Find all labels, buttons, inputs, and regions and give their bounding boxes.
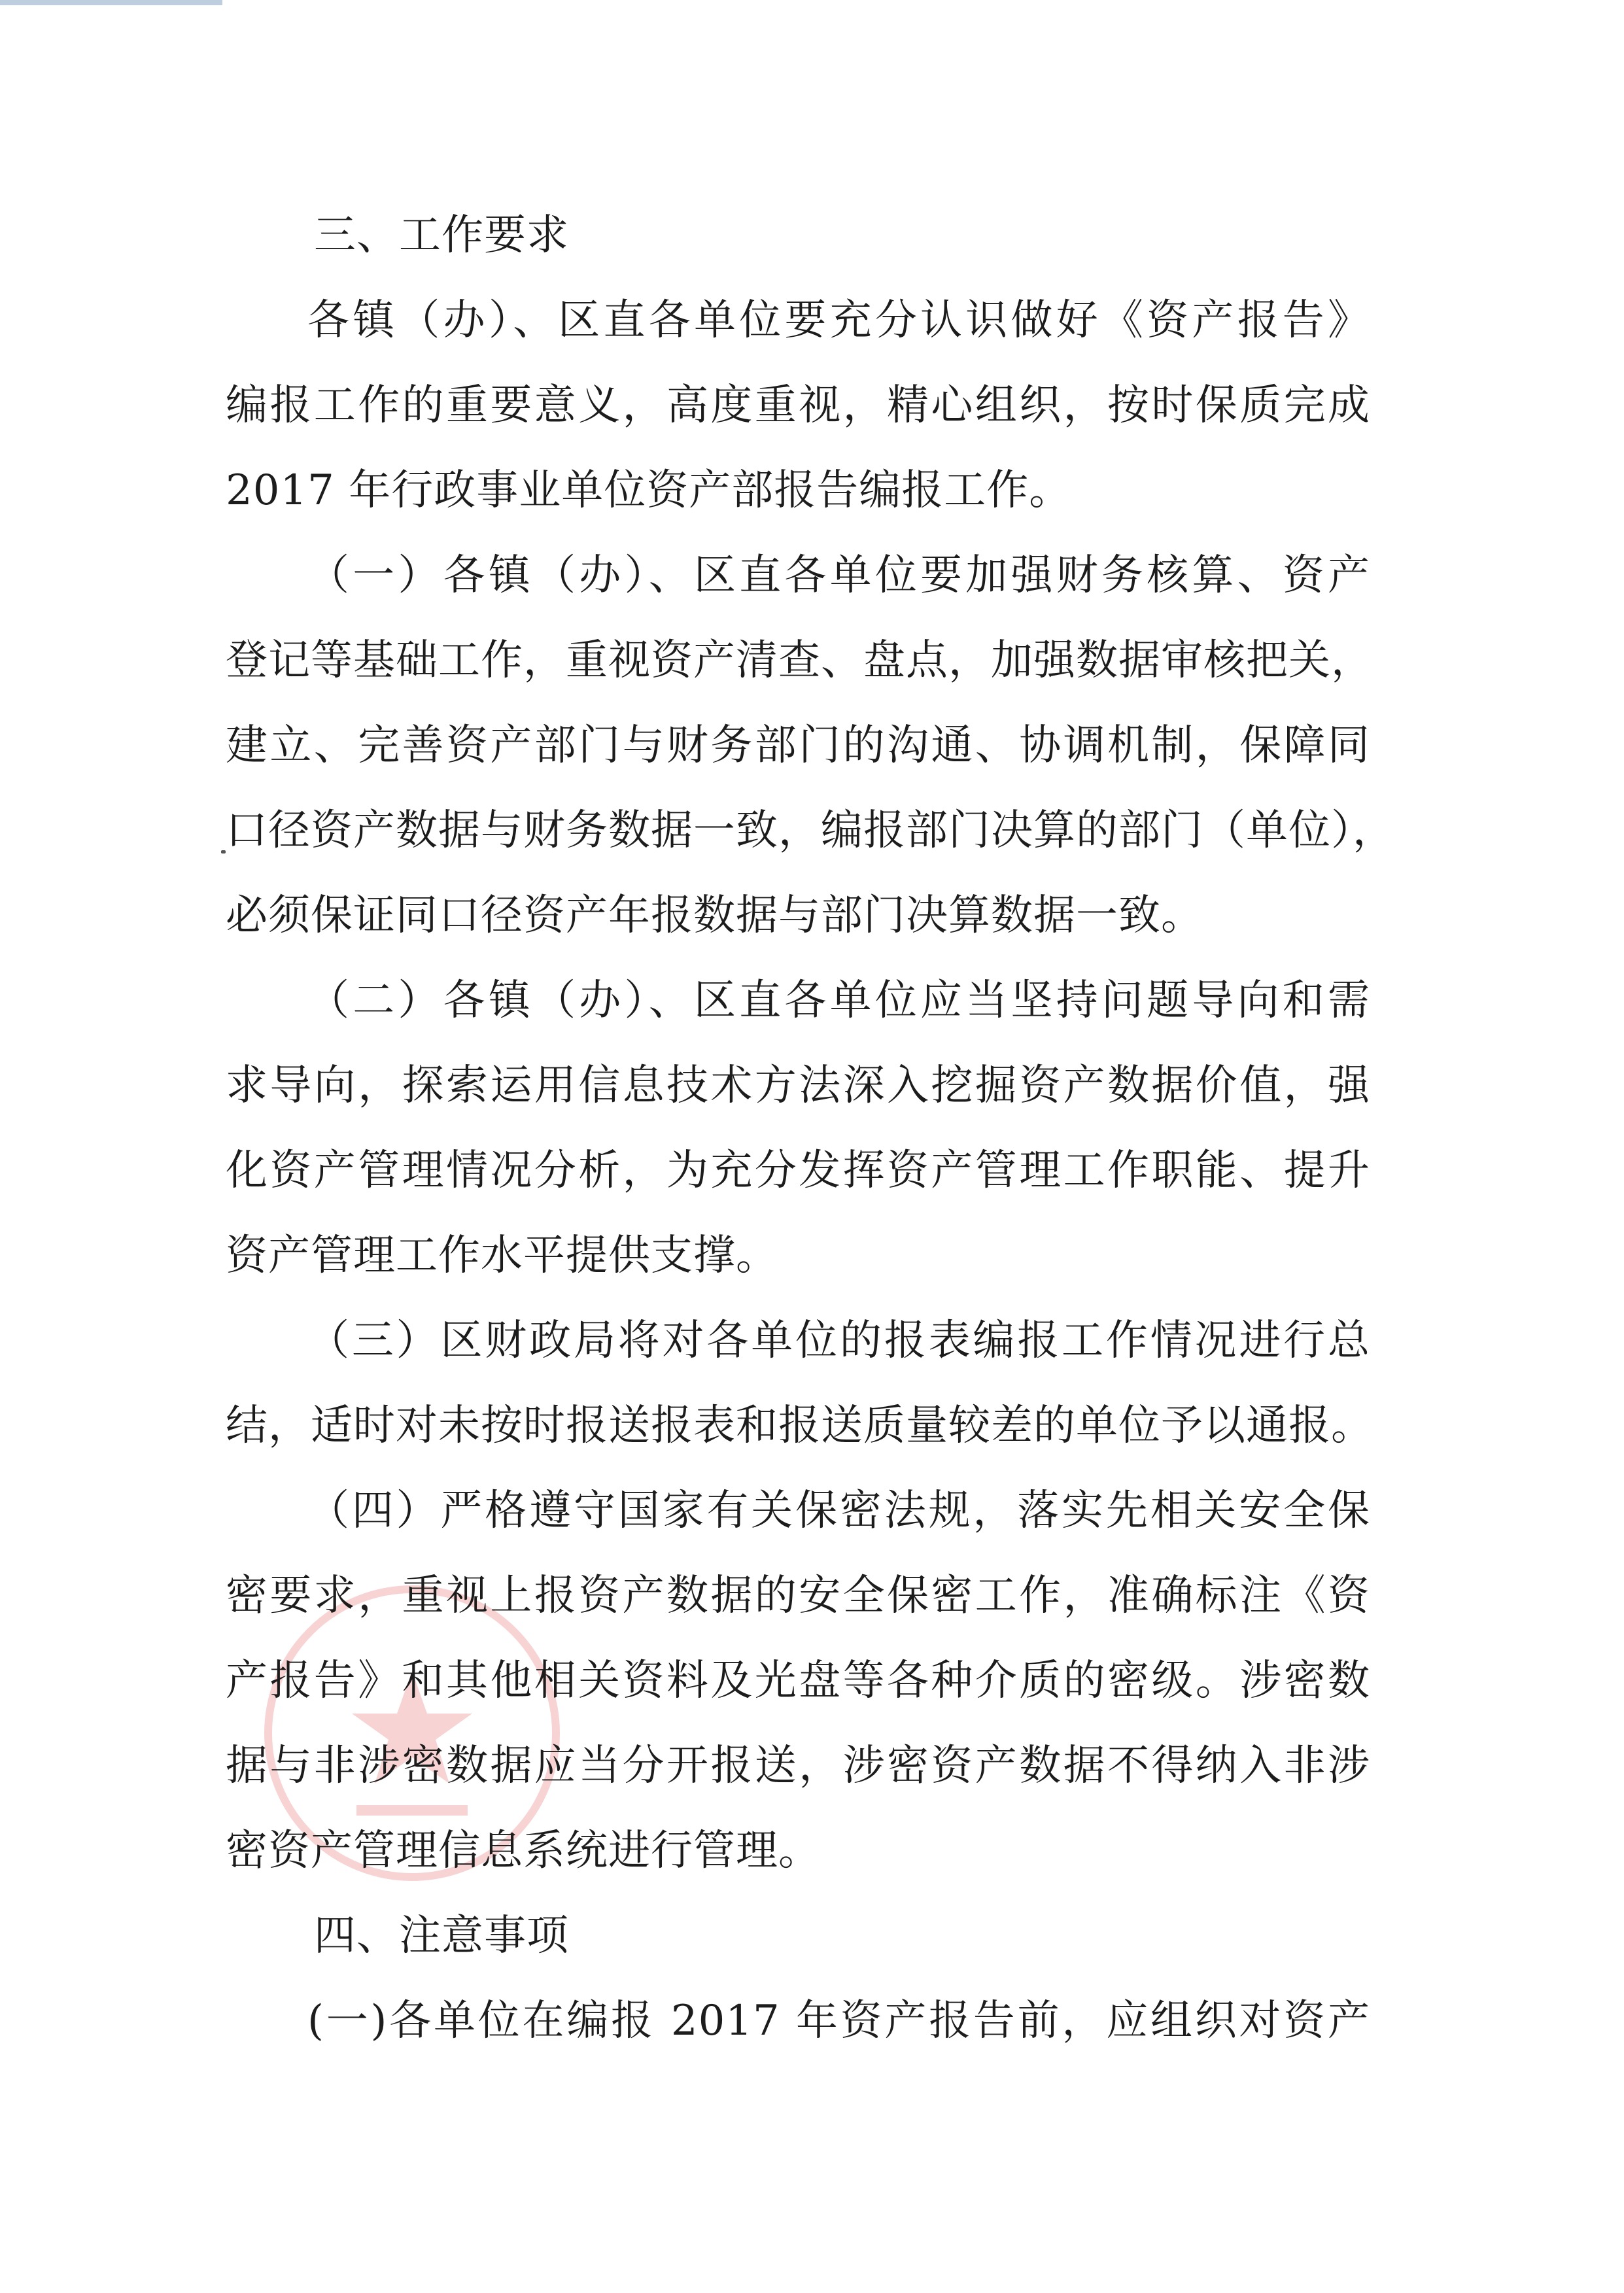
paragraph-line: 产报告》和其他相关资料及光盘等各种介质的密级。涉密数 [226, 1657, 1370, 1705]
paragraph-line: （三）区财政局将对各单位的报表编报工作情况进行总 [307, 1317, 1370, 1365]
paragraph-line: 各镇（办）、区直各单位要充分认识做好《资产报告》 [307, 296, 1370, 345]
paragraph-line: （一）各镇（办）、区直各单位要加强财务核算、资产 [307, 551, 1370, 600]
section-heading-work-requirements: 三、工作要求 [314, 211, 569, 260]
scan-speck [221, 850, 226, 853]
paragraph-line: （二）各镇（办）、区直各单位应当坚持问题导向和需 [307, 976, 1370, 1025]
paragraph-line: 建立、完善资产部门与财务部门的沟通、协调机制，保障同 [226, 721, 1370, 770]
paragraph-line: 2017 年行政事业单位资产部报告编报工作。 [226, 466, 1072, 515]
paragraph-line: (一)各单位在编报 2017 年资产报告前，应组织对资产 [307, 1997, 1370, 2045]
paragraph-line: 密要求，重视上报资产数据的安全保密工作，准确标注《资 [226, 1572, 1370, 1620]
paragraph-line: 据与非涉密数据应当分开报送，涉密资产数据不得纳入非涉 [226, 1742, 1370, 1790]
paragraph-line: 编报工作的重要意义，高度重视，精心组织，按时保质完成 [226, 381, 1370, 430]
paragraph-line: 密资产管理信息系统进行管理。 [226, 1827, 821, 1875]
section-heading-notes: 四、注意事项 [314, 1912, 569, 1960]
paragraph-line: 口径资产数据与财务数据一致，编报部门决算的部门（单位）， [226, 806, 1395, 855]
paragraph-line: （四）严格遵守国家有关保密法规，落实先相关安全保 [307, 1487, 1370, 1535]
paragraph-line: 资产管理工作水平提供支撑。 [226, 1232, 778, 1280]
paragraph-line: 必须保证同口径资产年报数据与部门决算数据一致。 [226, 891, 1203, 940]
scan-edge-mark [0, 0, 222, 5]
paragraph-line: 结，适时对未按时报送报表和报送质量较差的单位予以通报。 [226, 1402, 1373, 1450]
paragraph-line: 登记等基础工作，重视资产清查、盘点，加强数据审核把关， [226, 636, 1373, 685]
paragraph-line: 求导向，探索运用信息技术方法深入挖掘资产数据价值，强 [226, 1061, 1370, 1110]
paragraph-line: 化资产管理情况分析，为充分发挥资产管理工作职能、提升 [226, 1146, 1370, 1195]
